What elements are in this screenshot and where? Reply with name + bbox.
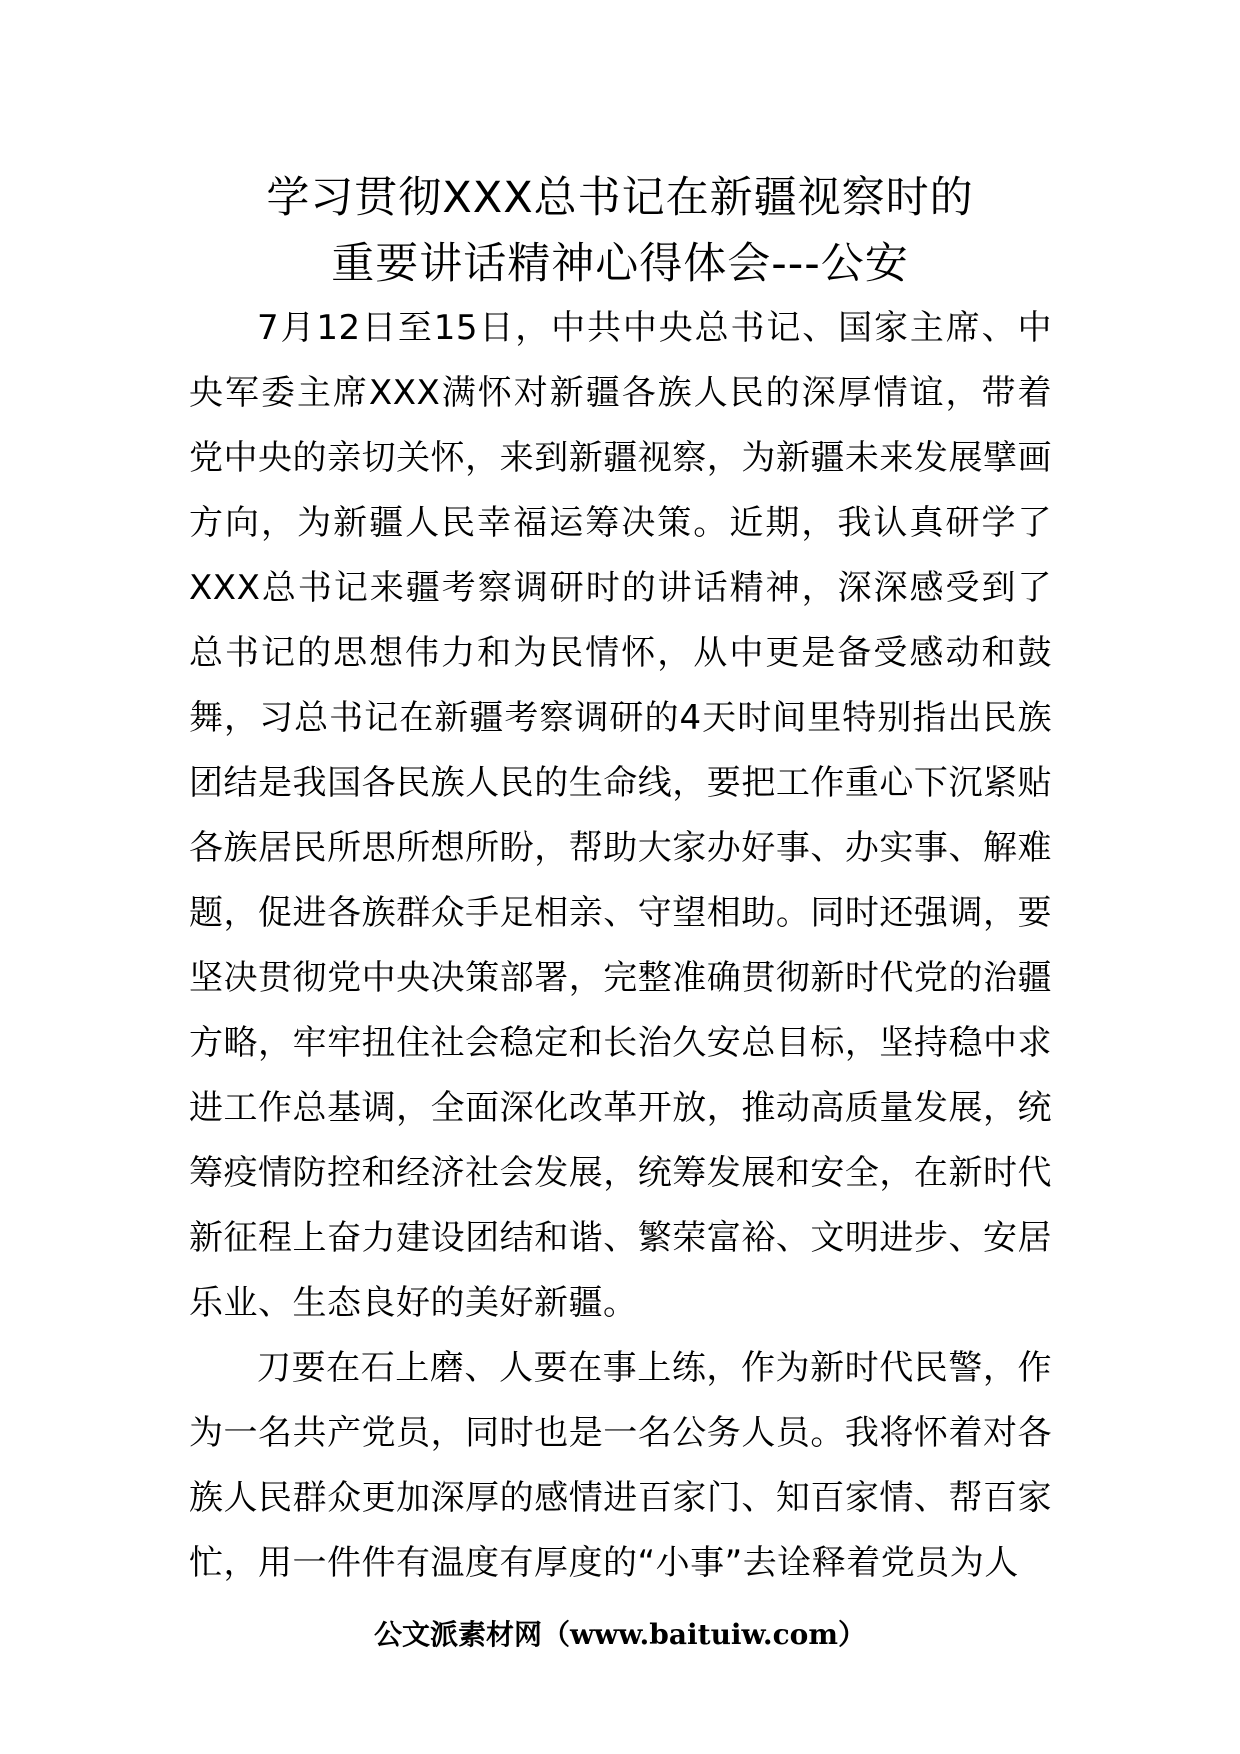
document-title-line-2: 重要讲话精神心得体会---公安 bbox=[331, 239, 909, 289]
footer-watermark-text: 公文派素材网（www.baituiw.com） bbox=[374, 1618, 866, 1651]
document-body bbox=[189, 296, 1052, 1596]
body-paragraph-1: 7月12日至15日，中共中央总书记、国家主席、中央军委主席XXX满怀对新疆各族人民的深厚情谊，带着党中央的亲切关怀，来到新疆视察，为新疆未来发展擘画方向，为新疆人民幸福运筹决策。近期，我认真研学了XXX总书记来疆考察调研时的讲话精神，深深感受到了总书记的思想伟力和为民情怀，从中更是备受感动和鼓舞，习总书记在新疆考察调研的4天时间里特别指出民族团结是我国各民族人民的生命线，要把工作重心下沉紧贴各族居民所思所想所盼，帮助大家办好事、办实事、解难题，促进各族群众手足相亲、守望相助。同时还强调，要坚决贯彻党中央决策部署，完整准确贯彻新时代党的治疆方略，牢牢扭住社会稳定和长治久安总目标，坚持稳中求进工作总基调，全面深化改革开放，推动高质量发展，统筹疫情防控和经济社会发展，统筹发展和安全，在新时代新征程上奋力建设团结和谐、繁荣富裕、文明进步、安居乐业、生态良好的美好新疆。 bbox=[189, 308, 1052, 1323]
body-paragraph-2: 刀要在石上磨、人要在事上练，作为新时代民警，作为一名共产党员，同时也是一名公务人员。我将怀着对各族人民群众更加深厚的感情进百家门、知百家情、帮百家忙，用一件件有温度有厚度的“小事”去诠释着党员为人 bbox=[189, 1348, 1052, 1583]
document-title-line-1: 学习贯彻XXX总书记在新疆视察时的 bbox=[266, 173, 974, 223]
